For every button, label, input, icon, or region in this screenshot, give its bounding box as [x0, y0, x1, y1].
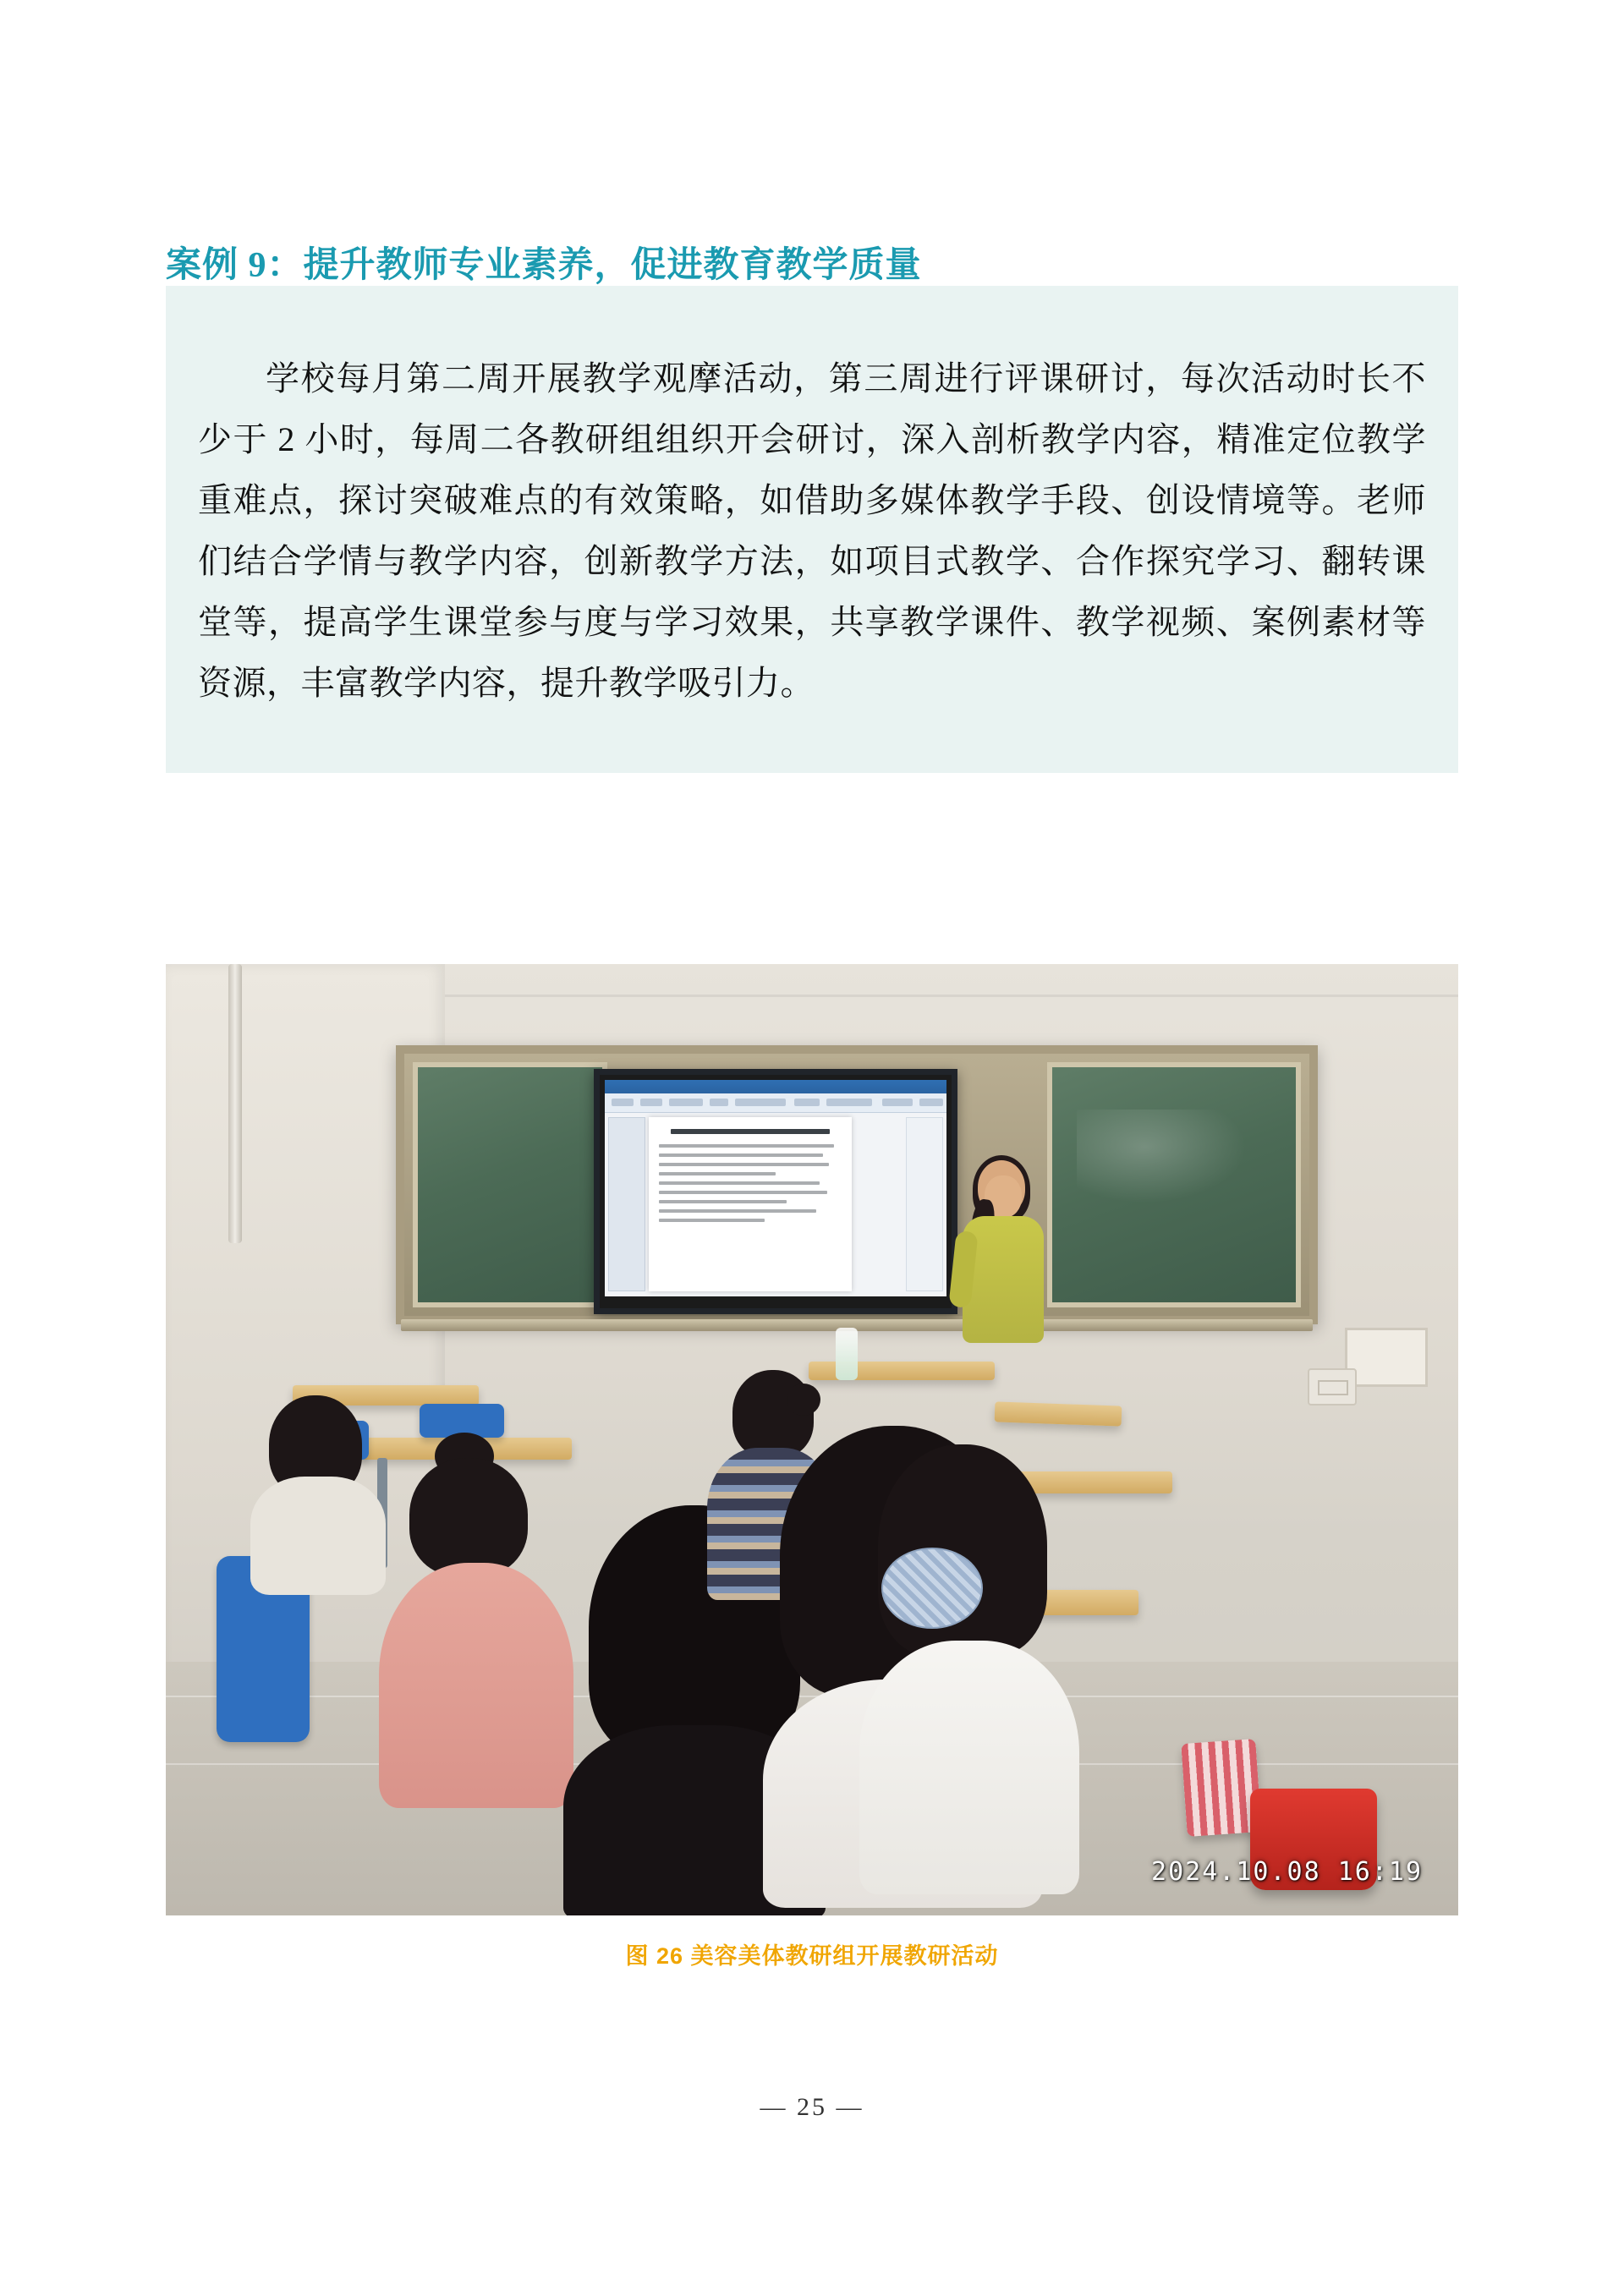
screen-left-pane [608, 1117, 645, 1291]
attendee [859, 1438, 1079, 1894]
wall-window [1345, 1328, 1428, 1387]
wall-outlet [1308, 1368, 1357, 1406]
wall-pipe [228, 964, 242, 1243]
screen-app-ribbon [605, 1093, 946, 1113]
page-title: 案例 9：提升教师专业素养，促进教育教学质量 [166, 246, 922, 286]
body-text-panel [166, 286, 1458, 773]
screen-content [605, 1080, 946, 1296]
blackboard-right-panel [1047, 1062, 1301, 1307]
attendee [250, 1395, 386, 1564]
page-number: — 25 — [760, 2093, 864, 2121]
blackboard [396, 1045, 1318, 1324]
figure-block [166, 964, 1458, 1970]
body-paragraph: 学校每月第二周开展教学观摩活动，第三周进行评课研讨，每次活动时长不少于 2 小时，每周二各教研组组织开会研讨，深入剖析教学内容，精准定位教学重难点，探讨突破难点的有效策略，如借助多媒体教学手段、创设情境等。老师们结合学情与教学内容，创新教学方法，如项目式教学、合作探究学习、翻转课堂等，提高学生课堂参与度与学习效果，共享教学课件、教学视频、案例素材等资源，丰富教学内容，提升教学吸引力。 [198, 359, 1426, 702]
interactive-whiteboard-screen [594, 1069, 957, 1314]
screen-right-pane [906, 1117, 943, 1291]
page-content [166, 0, 1458, 2296]
figure-caption: 图 26 美容美体教研组开展教研活动 [625, 1943, 999, 1969]
screen-document-page [649, 1117, 852, 1291]
blackboard-left-panel [413, 1062, 607, 1307]
water-bottle [836, 1328, 858, 1380]
figure-image [166, 964, 1458, 1915]
screen-app-titlebar [605, 1080, 946, 1093]
photo-timestamp: 2024.10.08 16:19 [1151, 1857, 1423, 1887]
attendee [379, 1438, 573, 1793]
teacher-figure [952, 1160, 1054, 1376]
